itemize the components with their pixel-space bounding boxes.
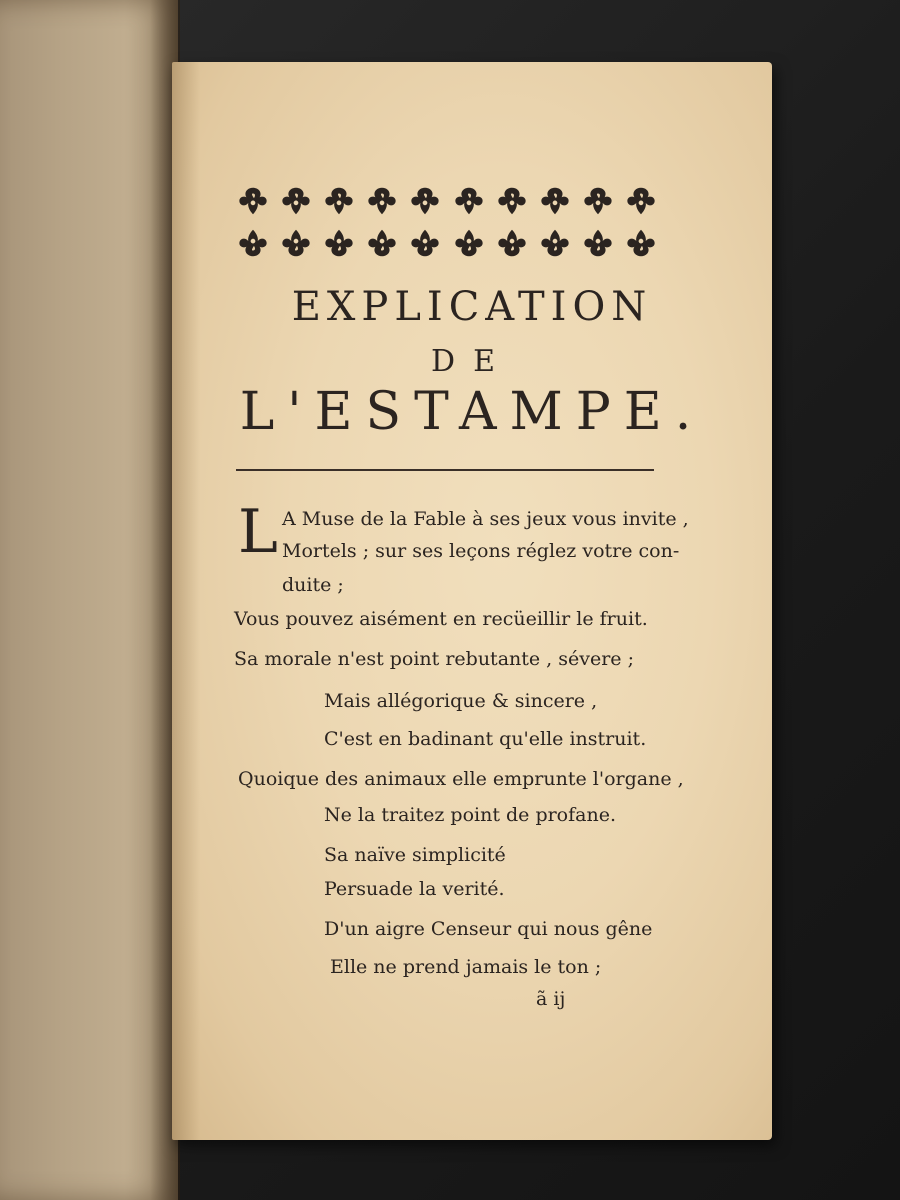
verse-line: Quoique des animaux elle emprunte l'organe , — [238, 768, 684, 790]
signature-mark: ã ij — [536, 988, 566, 1010]
verse-line: Mais allégorique & sincere , — [324, 690, 598, 712]
verse-line: Sa naïve simplicité — [324, 844, 506, 866]
verse-line: Sa morale n'est point rebutante , sévere ; — [234, 648, 634, 670]
verse-line: Mortels ; sur ses leçons réglez votre con- — [282, 540, 680, 562]
verse-line: Vous pouvez aisément en recüeillir le fruit. — [234, 608, 648, 630]
page-title-line2: DE — [431, 344, 513, 379]
page-title-line3: L'ESTAMPE. — [239, 382, 705, 442]
verse-line: A Muse de la Fable à ses jeux vous invite , — [282, 508, 689, 530]
verse-line: Elle ne prend jamais le ton ; — [330, 956, 602, 978]
book-page — [172, 62, 772, 1140]
drop-cap: L — [238, 497, 278, 567]
verse-line: C'est en badinant qu'elle instruit. — [324, 728, 647, 750]
verse-block — [172, 62, 772, 1140]
verse-line: duite ; — [282, 574, 344, 596]
verse-line: Ne la traitez point de profane. — [324, 804, 617, 826]
verse-line: D'un aigre Censeur qui nous gêne — [324, 918, 653, 940]
page-title-line1: EXPLICATION — [291, 284, 653, 330]
verse-line: Persuade la verité. — [324, 878, 505, 900]
